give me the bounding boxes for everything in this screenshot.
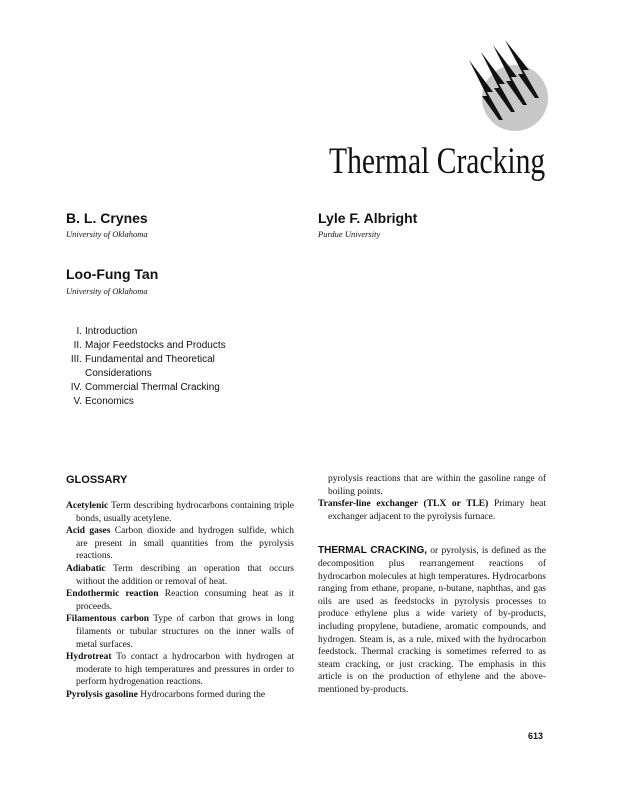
toc-number: IV. (70, 382, 82, 393)
toc-label: Commercial Thermal Cracking (85, 382, 220, 393)
toc-item[interactable] (66, 395, 245, 409)
author-affiliation: Purdue University (318, 229, 381, 239)
glossary-definition: Reaction consuming heat as it proceeds. (76, 589, 294, 612)
intro-paragraph (318, 545, 546, 696)
glossary-definition: Type of carbon that grows in long filaments or tubular structures on the inner walls of metal surfaces. (76, 614, 294, 650)
page-title: Thermal Cracking (328, 141, 545, 182)
toc-number: V. (73, 396, 82, 407)
glossary-term: Pyrolysis gasoline (66, 689, 138, 700)
toc-number: I. (76, 326, 82, 337)
glossary-definition: Carbon dioxide and hydrogen sulfide, which are present in small quantities from the pyrolysis reactions. (76, 526, 294, 562)
toc-item[interactable] (66, 325, 245, 339)
lightning-logo-icon (463, 40, 555, 136)
glossary-term: Transfer-line exchanger (TLX or TLE) (318, 499, 489, 510)
glossary-entry (66, 588, 294, 613)
glossary-continuation: pyrolysis reactions that are within the gasoline range of boiling points. (328, 474, 546, 497)
glossary-entry (66, 500, 294, 525)
toc-label: Economics (85, 396, 134, 407)
glossary-term: Adiabatic (66, 563, 106, 574)
toc-item[interactable] (66, 353, 245, 381)
glossary-entry (66, 689, 294, 702)
author-name: B. L. Crynes (66, 210, 148, 226)
glossary-entry (66, 525, 294, 563)
glossary-term: Filamentous carbon (66, 614, 150, 625)
intro-lead: THERMAL CRACKING, (318, 545, 428, 557)
glossary-column-right (318, 473, 546, 697)
table-of-contents (66, 325, 245, 409)
author-name: Lyle F. Albright (318, 210, 418, 226)
glossary-entry (66, 651, 294, 689)
author-affiliation: University of Oklahoma (66, 229, 148, 239)
author-affiliation: University of Oklahoma (66, 286, 148, 296)
glossary-column-left (66, 473, 294, 702)
glossary-heading: GLOSSARY (66, 474, 128, 486)
glossary-definition: Term describing hydrocarbons containing triple bonds, usually acetylene. (76, 501, 294, 524)
glossary-entry (318, 498, 546, 523)
toc-item[interactable] (66, 381, 245, 395)
glossary-term: Acid gases (66, 526, 111, 537)
glossary-definition: Hydrocarbons formed during the (140, 689, 266, 700)
glossary-entry (66, 613, 294, 651)
toc-label: Major Feedstocks and Products (85, 340, 226, 351)
page-number: 613 (528, 731, 544, 741)
toc-number: II. (73, 340, 82, 351)
intro-text: or pyrolysis, is defined as the decomposition plus rearrangement reactions of hydrocarbon molecules at high temperatures. Hydrocarbons ranging from ethane, propane, n-butane, naphthas, and gas oils are used as feedstocks in pyrolysis processes to produce ethylene plus a wide variety of by-products, including propylene, butadiene, aromatic compounds, and hydrogen. Steam is, as a rule, mixed with the hydrocarbon feedstock. Thermal cracking is sometimes referred to as steam cracking, or just cracking. The emphasis in this article is on the production of ethylene and the above-mentioned by-products. (318, 546, 546, 695)
glossary-term: Hydrotreat (66, 652, 112, 663)
glossary-definition: Primary heat exchanger adjacent to the pyrolysis furnace. (328, 499, 546, 522)
toc-label: Fundamental and Theoretical Considerations (85, 354, 215, 379)
glossary-definition: To contact a hydrocarbon with hydrogen at moderate to high temperatures and pressures in order to perform hydrogenation reactions. (76, 652, 294, 688)
author-name: Loo-Fung Tan (66, 266, 159, 282)
toc-item[interactable] (66, 339, 245, 353)
glossary-term: Acetylenic (66, 501, 109, 511)
glossary-definition: Term describing an operation that occurs without the addition or removal of heat. (76, 563, 294, 587)
toc-label: Introduction (85, 326, 138, 337)
glossary-term: Endothermic reaction (66, 589, 159, 600)
glossary-entry (66, 563, 294, 588)
toc-number: III. (70, 354, 82, 365)
